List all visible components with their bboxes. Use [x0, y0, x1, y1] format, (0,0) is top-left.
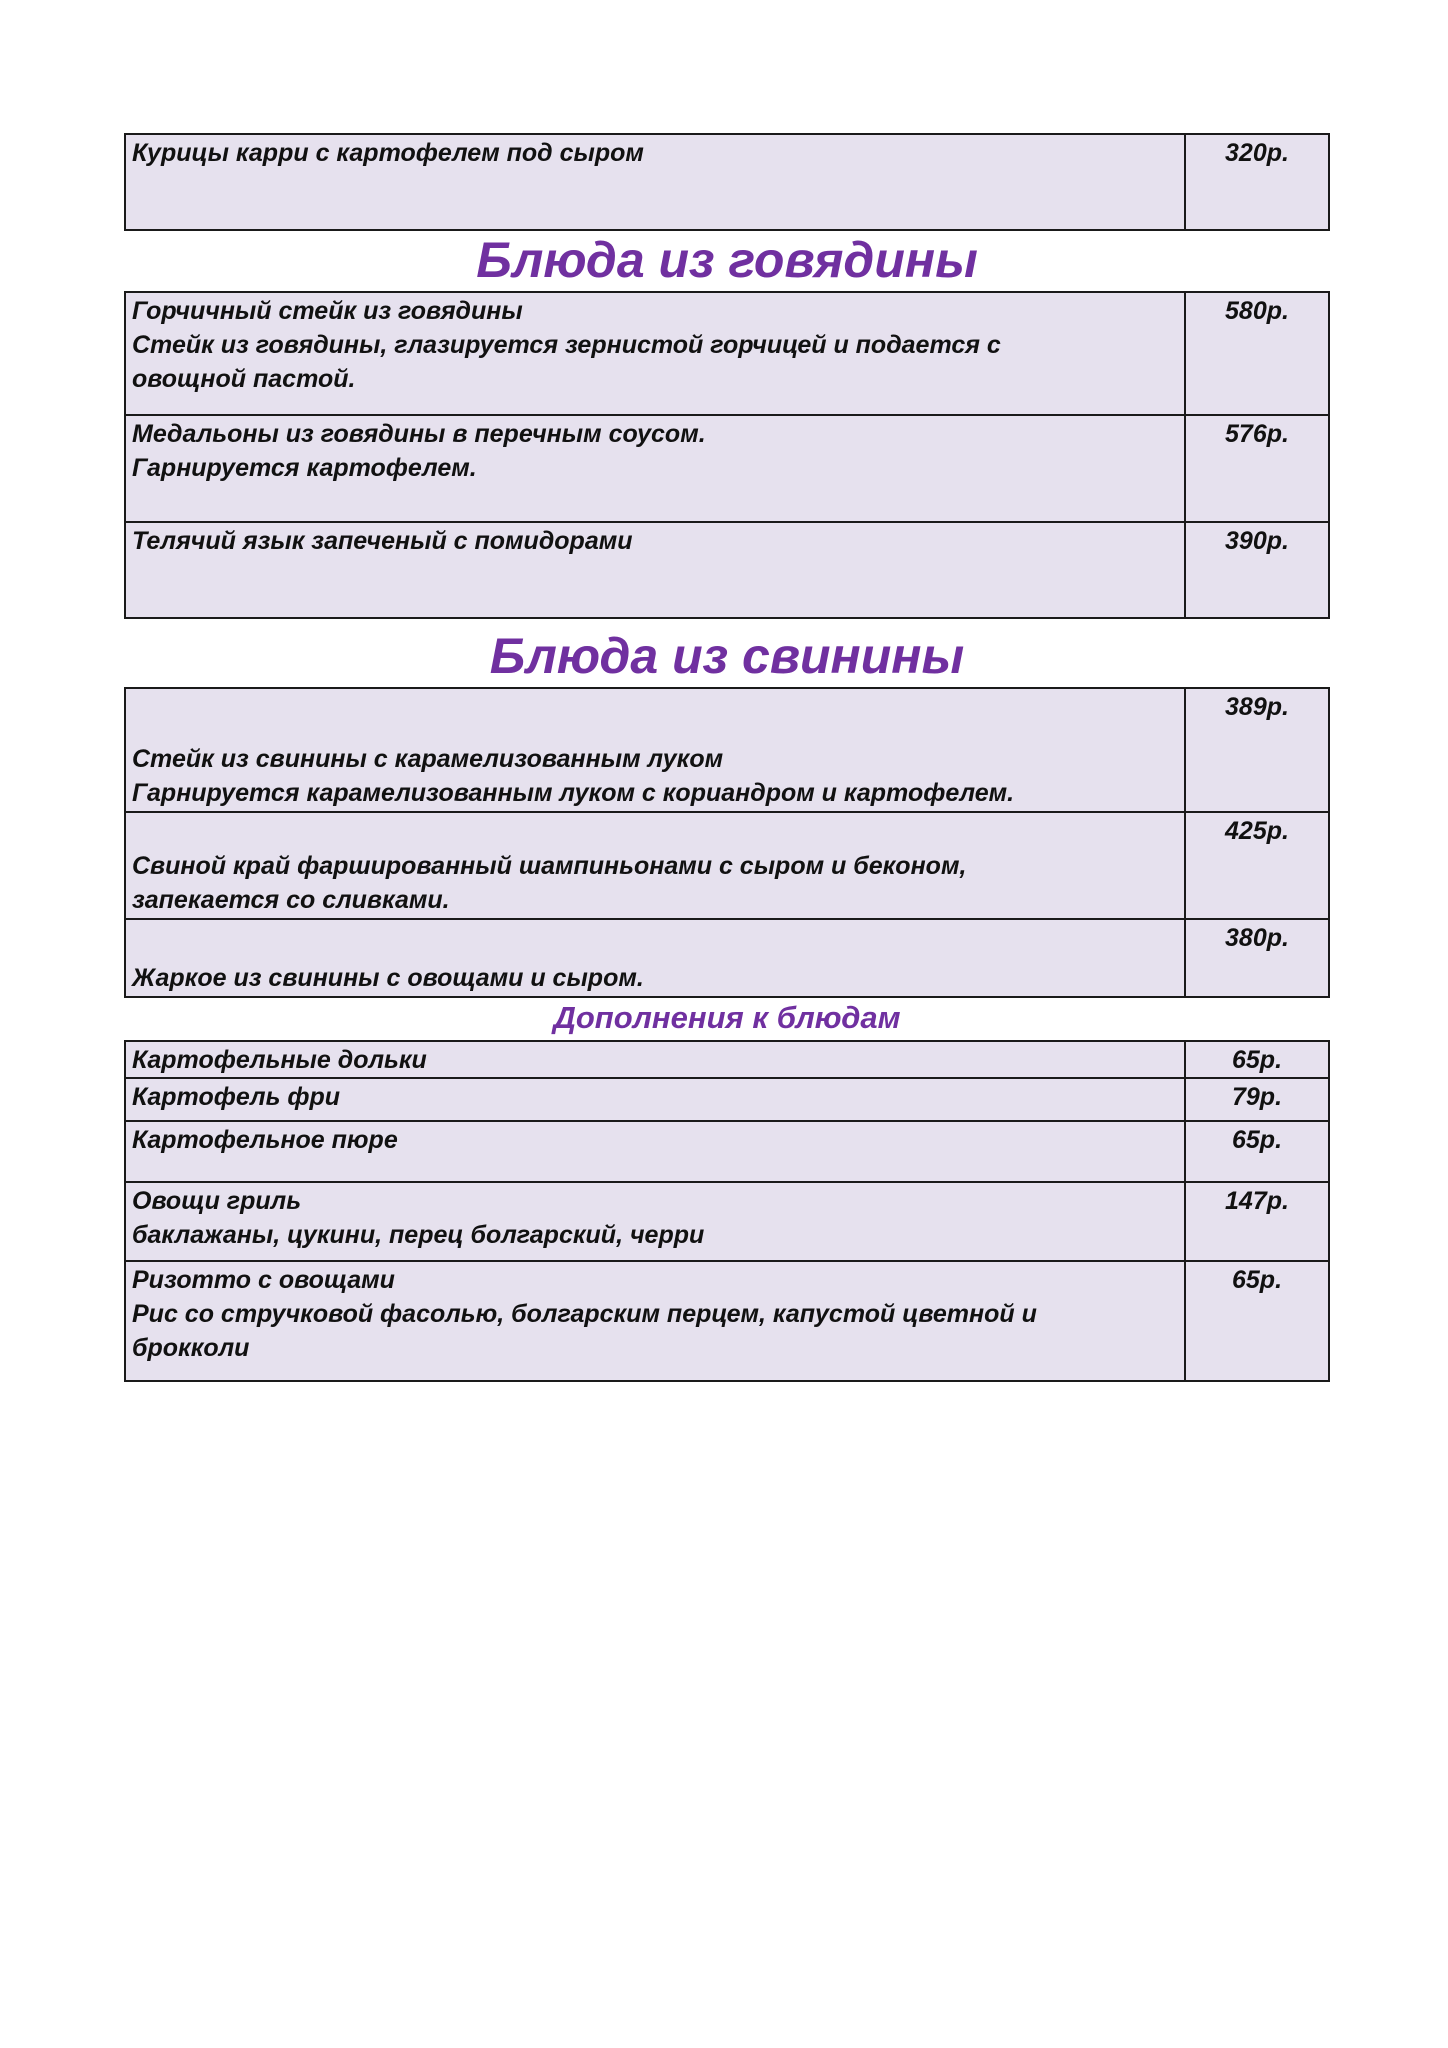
dish-line: Горчичный стейк из говядины: [132, 297, 523, 325]
table-row: [125, 688, 1329, 812]
table-row: [125, 1261, 1329, 1381]
dish-name: [125, 134, 1185, 230]
dish-line: Свиной край фаршированный шампиньонами с сыром и беконом,: [132, 852, 967, 880]
dish-price: 79р.: [1185, 1078, 1329, 1121]
dish-line: Ризотто с овощами: [132, 1266, 395, 1294]
dish-name: [125, 1078, 1185, 1121]
table-row: [125, 919, 1329, 997]
dish-line: Картофель фри: [132, 1083, 341, 1111]
section-title-sides: Дополнения к блюдам: [553, 1000, 901, 1035]
dish-price: 65р.: [1185, 1121, 1329, 1182]
table-row: [125, 1041, 1329, 1078]
dish-line: Курицы карри с картофелем под сыром: [132, 139, 644, 167]
table-row: [125, 134, 1329, 230]
dish-line: Овощи гриль: [132, 1187, 302, 1215]
dish-price: 320р.: [1185, 134, 1329, 230]
dish-price: 580р.: [1185, 292, 1329, 415]
dish-line: Медальоны из говядины в перечным соусом.: [132, 420, 706, 448]
dish-name: [125, 1182, 1185, 1261]
dish-name: [125, 1261, 1185, 1381]
dish-name: [125, 919, 1185, 997]
dish-line: Рис со стручковой фасолью, болгарским перцем, капустой цветной и: [132, 1300, 1037, 1328]
dish-name: [125, 688, 1185, 812]
sides-menu-table: [124, 1040, 1330, 1382]
dish-price: 147р.: [1185, 1182, 1329, 1261]
dish-name: [125, 292, 1185, 415]
dish-line: Стейк из свинины с карамелизованным луком: [132, 745, 724, 773]
dish-name: [125, 415, 1185, 522]
dish-name: [125, 1121, 1185, 1182]
dish-line: Телячий язык запеченый с помидорами: [132, 527, 633, 555]
dish-line: баклажаны, цукини, перец болгарский, черри: [132, 1221, 705, 1249]
table-row: [125, 1182, 1329, 1261]
dish-line: Стейк из говядины, глазируется зернистой горчицей и подается с: [132, 331, 1001, 359]
dish-price: 65р.: [1185, 1041, 1329, 1078]
dish-price: 65р.: [1185, 1261, 1329, 1381]
table-row: [125, 1121, 1329, 1182]
dish-line: запекается со сливками.: [132, 886, 450, 914]
table-row: [125, 522, 1329, 618]
dish-price: 390р.: [1185, 522, 1329, 618]
table-row: [125, 415, 1329, 522]
chicken-menu-table: [124, 133, 1330, 231]
section-title-pork: Блюда из свинины: [489, 628, 965, 684]
dish-line: Гарнируется картофелем.: [132, 454, 477, 482]
dish-line: брокколи: [132, 1334, 250, 1362]
table-row: [125, 292, 1329, 415]
table-row: [125, 1078, 1329, 1121]
dish-price: 380р.: [1185, 919, 1329, 997]
dish-name: [125, 812, 1185, 919]
beef-menu-table: [124, 291, 1330, 619]
table-row: [125, 812, 1329, 919]
dish-line: Гарнируется карамелизованным луком с кориандром и картофелем.: [132, 779, 1015, 807]
dish-line: Жаркое из свинины с овощами и сыром.: [132, 964, 644, 992]
dish-price: 389р.: [1185, 688, 1329, 812]
dish-price: 576р.: [1185, 415, 1329, 522]
dish-line: овощной пастой.: [132, 365, 356, 393]
dish-name: [125, 1041, 1185, 1078]
section-title-beef: Блюда из говядины: [476, 232, 978, 288]
dish-price: 425р.: [1185, 812, 1329, 919]
dish-line: Картофельное пюре: [132, 1126, 398, 1154]
pork-menu-table: [124, 687, 1330, 998]
dish-line: Картофельные дольки: [132, 1046, 427, 1074]
dish-name: [125, 522, 1185, 618]
